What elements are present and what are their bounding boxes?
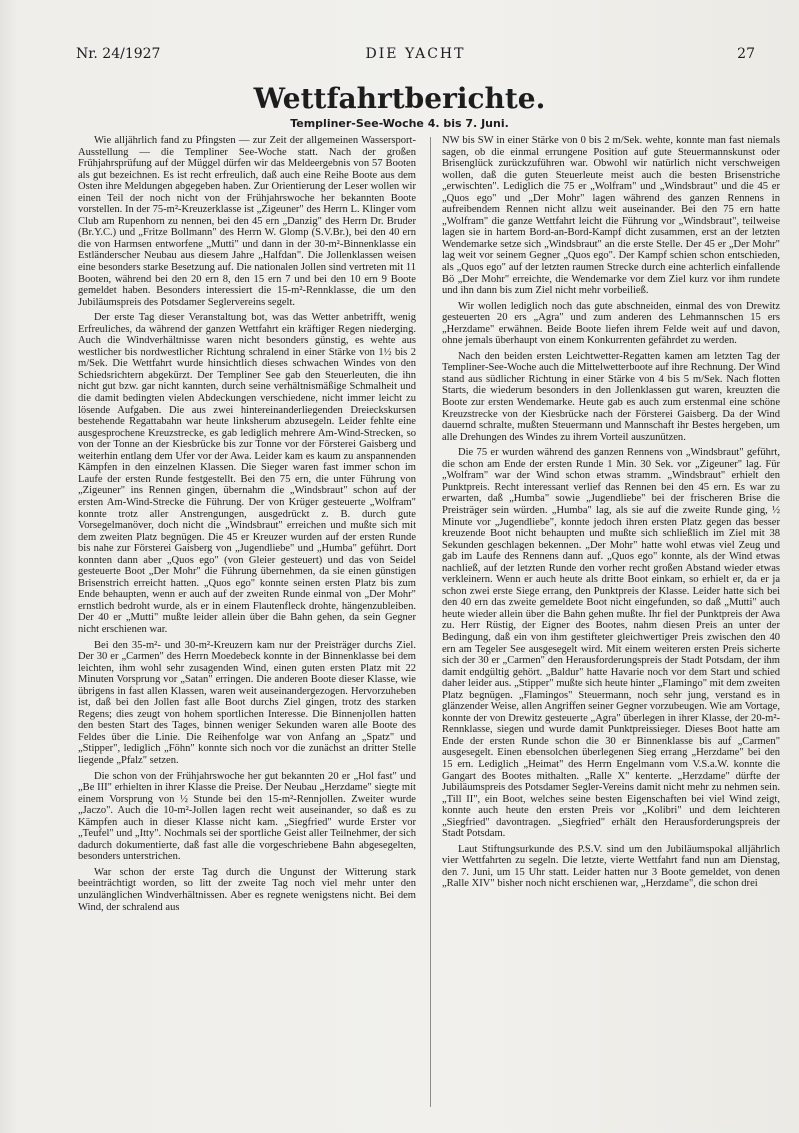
paragraph: Nach den beiden ersten Leichtwetter-Regatten kamen am letzten Tag der Templiner-See-Woche auch die Mittelwetterboote auf ihre Rechnung. Der Wind stand aus südlicher Richtung in einer Stärke von 4 bis 5 m/Sek. Nach flotten Starts, die wiederum besonders in den Jollenklassen gut waren, kreuzten die Boote zur ersten Wendemarke. Heute gab es auch zum erstenmal eine schöne Kreuzstrecke von der Kiesbrücke nach der Försterei Gaisberg. Da der Wind dauernd schralte, mußten Steuermann und Mannschaft ihr Bestes hergeben, um alle Drehungen des Windes zu ihrem Vorteil auszunützen. [442, 350, 780, 443]
left-column [78, 135, 416, 913]
article-title: Wettfahrtberichte. [253, 82, 546, 115]
issue-number: Nr. 24/1927 [76, 46, 161, 62]
page-number: 27 [737, 46, 755, 62]
paragraph: NW bis SW in einer Stärke von 0 bis 2 m/Sek. wehte, konnte man fast niemals sagen, ob die einmal errungene Position auf gute Steuermannskunst oder Brisenglück zurückzuführen war. Obwohl wir natürlich nicht verschweigen wollen, daß die guten Steuerleute meist auch die besten Brisenstriche „erwischten". Lediglich die 75 er „Wolfram" und „Windsbraut" und die 45 er „Quos ego" und „Der Mohr" lagen während des ganzen Rennens in aufreibendem Rennen nicht allzu weit auseinander. Bei den 75 ern hatte „Wolfram" die ganze Wettfahrt leicht die Führung vor „Windsbraut", teilweise lagen sie in hartem Bord-an-Bord-Kampf dicht zusammen, erst an der letzten Wendemarke setze sich „Windsbraut" an die erste Stelle. Der 45 er „Der Mohr" lag weit vor seinem Gegner „Quos ego". Der Kampf schien schon entschieden, als „Quos ego" auf der letzten raumen Strecke durch eine achterlich einfallende Bö „Der Mohr" erreichte, die Wendemarke vor dem Ziel kurz vor ihm rundete und ihn dann bis zum Ziel nicht mehr vorbeiließ. [442, 135, 780, 297]
paragraph: War schon der erste Tag durch die Ungunst der Witterung stark beeinträchtigt worden, so litt der zweite Tag noch viel mehr unter den unzulänglichen Windverhältnissen. Aber es regnete wenigstens nicht. Bei dem Wind, der schralend aus [78, 866, 416, 913]
column-divider [430, 137, 431, 1107]
paragraph: Die 75 er wurden während des ganzen Rennens von „Windsbraut" geführt, die schon am Ende der ersten Runde 1 Min. 30 Sek. vor „Zigeuner" lag. Für „Wolfram" war der Wind schon etwas stramm. „Windsbraut" erhielt den Punktpreis. Recht interessant verlief das Rennen bei den 45 ern. Es war zu erwarten, daß „Humba" sowie „Jugendliebe" bei der frischeren Brise die Preisträger sein würden. „Humba" lag, als sie auf die zweite Runde ging, ½ Minute vor „Jugendliebe", konnte jedoch ihren ersten Platz gegen das besser kreuzende Boot nicht behaupten und mußte sich schließlich im Ziel mit 38 Sekunden geschlagen bekennen. „Der Mohr" hatte wohl etwas viel Zeug und gab im Laufe des Rennens dann auf. „Quos ego" konnte, als der Wind etwas nachließ, auf der letzten Runde den vorher recht großen Abstand wieder etwas verkleinern. Wenn er auch heute als dritte Boot einkam, so erhielt er, da er ja schon zwei erste Siege errang, den Punktpreis der Klasse. Leider hatte sich bei den 40 ern das zweite gemeldete Boot nicht eingefunden, so daß „Mutti" auch heute wieder allein über die Bahn gehen mußte. Ihr fiel der Punktpreis der Awa zu. Herr Rüstig, der Eigner des Bootes, nahm diesen Preis an unter der Bedingung, daß ein von ihm gestifteter gleichwertiger Preis zwischen den 40 ern am Tegeler See ausgesegelt wird. Mit einem weiteren ersten Preis sicherte sich der 30 er „Carmen" den Herausforderungspreis der Stadt Potsdam, der ihm damit endgültig gehört. „Baldur" hatte Havarie noch vor dem Start und schied daher leider aus. „Stipper" mußte sich heute hinter „Flamingo" mit dem zweiten Platz begnügen. „Flamingos" Steuermann, noch sehr jung, verstand es in glänzender Weise, allen Angriffen seiner Gegner vorzubeugen. Wie am Vortage, konnte der von Drewitz gesteuerte „Agra" überlegen in ihrer Klasse, der 20-m²-Rennklasse, siegen und wurde damit Punktpreissieger. Dieses Boot hatte am Ende der ersten Runde schon die 30 er Binnenklasse bis auf „Carmen" ausgesegelt. Einen ebensolchen überlegenen Sieg errang „Herzdame" bei den 15 ern. Lediglich „Heimat" des Herrn Engelmann vom V.S.a.W. konnte die Gangart des Bootes mithalten. „Ralle X" kenterte. „Herzdame" dürfte der Jubiläumspreis des Potsdamer Segler-Vereins damit nicht mehr zu nehmen sein. „Till II", ein Boot, welches seine besten Eigenschaften bei viel Wind zeigt, konnte auch heute den ersten Preis vor „Kolibri" und dem leichteren „Siegfried" davontragen. „Siegfried" erhält den Herausforderungspreis der Stadt Potsdam. [442, 447, 780, 840]
paragraph: Die schon von der Frühjahrswoche her gut bekannten 20 er „Hol fast" und „Be III" erhielten in ihrer Klasse die Preise. Der Neubau „Herzdame" siegte mit einem Vorsprung von ½ Stunde bei den 15-m²-Rennjollen. Zweiter wurde „Jaczo". Auch die 10-m²-Jollen lagen recht weit auseinander, so daß es zu Kämpfen auch in dieser Klasse nicht kam. „Siegfried" wurde Erster vor „Teufel" und „Itty". Nochmals sei der sportliche Geist aller Teilnehmer, der sich dadurch dokumentierte, daß fast alle die vorgeschriebene Bahn abgesegelten, besonders unterstrichen. [78, 770, 416, 863]
paragraph: Laut Stiftungsurkunde des P.S.V. sind um den Jubiläumspokal alljährlich vier Wettfahrten zu segeln. Die letzte, vierte Wettfahrt fand nun am Dienstag, den 7. Juni, um 15 Uhr statt. Leider hatten nur 3 Boote gemeldet, von denen „Ralle XIV" bisher noch nicht erschienen war, „Herzdame", die schon drei [442, 843, 780, 890]
magazine-name: DIE YACHT [365, 46, 466, 62]
paragraph: Bei den 35-m²- und 30-m²-Kreuzern kam nur der Preisträger durchs Ziel. Der 30 er „Carmen" des Herrn Moedebeck konnte in der Binnenklasse bei dem leichten, ihm wohl sehr zusagenden Wind, einen guten ersten Platz mit 22 Minuten Vorsprung vor „Satan" erringen. Die anderen Boote dieser Klasse, wie übrigens in fast allen Klassen, waren weit auseinandergezogen. Hervorzuheben ist, daß bei den Jollen fast alle Boot durchs Ziel gingen, trotz des starken Regens; dies zeugt von hohem sportlichen Interesse. Die Binnenjollen hatten den besten Start des Tages, binnen weniger Sekunden waren alle Boote des Feldes über die Linie. Die Reihenfolge war von Anfang an „Spatz" und „Stipper", lediglich „Föhn" konnte sich noch vor die zunächst an dritter Stelle liegende „Pfalz" setzen. [78, 639, 416, 766]
paragraph: Der erste Tag dieser Veranstaltung bot, was das Wetter anbetrifft, wenig Erfreuliches, da während der ganzen Wettfahrt ein kräftiger Regen niederging. Auch die Windverhältnisse waren nicht besonders günstig, es wehte aus westlicher bis nordwestlicher Richtung schralend in einer Stärke von 1½ bis 2 m/Sek. Die Wettfahrt wurde hinsichtlich dieses schwachen Windes von den Schiedsrichtern abgekürzt. Der Templiner See gab den Steuerleuten, die ihn nicht gut bzw. gar nicht kannten, durch seine verhältnismäßige Schmalheit und die damit bedingten vielen Abdeckungen verschiedene, nicht immer leicht zu lösende Aufgaben. Die aus zwei hintereinanderliegenden Dreieckskursen bestehende Regattabahn war heute linksherum abzusegeln. Leider fehlte eine ausgesprochene Kreuzstrecke, es gab lediglich mehrere Am-Wind-Strecken, so von der Tonne an der Kiesbrücke bis zur Tonne vor der Försterei Gaisberg und weiterhin entlang dem Ufer vor der Awa. Leider kam es kaum zu anspannenden Kämpfen in den einzelnen Klassen. Die Sieger waren fast immer schon im Laufe der ersten Runde festgestellt. Bei den 75 ern, die unter Führung von „Zigeuner" ins Rennen gingen, übernahm die „Windsbraut" schon auf der ersten Am-Wind-Strecke die Führung. Der von Krüger gesteuerte „Wolfram" konnte trotz aller Anstrengungen, ausgedrückt z. B. durch gute Vorsegelmanöver, doch nicht die „Windsbraut" erreichen und mußte sich mit dem zweiten Platz begnügen. Die 45 er Kreuzer wurden auf der ersten Runde bis nahe zur Försterei Gaisberg von „Jugendliebe" und „Humba" geführt. Dort konnten dann aber „Quos ego" (von Gleier gesteuert) und das von Seidel gesteuerte Boot „Der Mohr" die Führung übernehmen, da sie einen günstigen Brisenstrich erreicht hatten. „Quos ego" konnte seinen ersten Platz bis zum Ende behaupten, wenn er auch auf der zweiten Runde einmal von „Der Mohr" ernstlich bedroht wurde, als er in einem Flautenfleck drohte, hängenzubleiben. Der 40 er „Mutti" mußte leider allein über die Bahn gehen, da sein Gegner nicht erschienen war. [78, 312, 416, 635]
right-column [442, 135, 780, 890]
page-header [76, 46, 755, 68]
paragraph: Wie alljährlich fand zu Pfingsten — zur Zeit der allgemeinen Wassersport-Ausstellung — die Templiner See-Woche statt. Nach der großen Frühjahrsprüfung auf der Müggel dürfen wir das Meldeergebnis von 57 Booten als gut bezeichnen. Es ist recht erfreulich, daß auch eine Reihe Boote aus dem Osten ihre Meldungen abgegeben haben. Zur Orientierung der Leser wollen wir einen Teil der noch nicht von der Frühjahrswoche her bekannten Boote vorstellen. In der 75-m²-Kreuzerklasse ist „Zigeuner" des Herrn L. Klinger vom Club am Rupenhorn zu nennen, bei den 45 ern „Danzig" des Herrn Dr. Bruder (Br.Y.C.) und „Fritze Bollmann" des Herrn W. Glomp (S.V.Br.), bei den 40 ern die von Harmsen entworfene „Mutti" und dann in der 30-m²-Binnenklasse ein Estländerscher Neubau aus diesem Jahre „Halfdan". Die Jollenklassen weisen eine besonders starke Besetzung auf. Die nationalen Jollen sind vertreten mit 11 Booten, während bei den 20 ern 8, den 15 ern 7 und bei den 10 ern 9 Boote gemeldet haben. Besonders interessiert die 15-m²-Rennklasse, die um den Jubiläumspreis des Potsdamer Seglervereins segelt. [78, 135, 416, 308]
article-subtitle: Templiner-See-Woche 4. bis 7. Juni. [290, 117, 509, 130]
paragraph: Wir wollen lediglich noch das gute abschneiden, einmal des von Drewitz gesteuerten 20 ers „Agra" und zum anderen des Lehmannschen 15 ers „Herzdame" erwähnen. Beide Boote liefen ihrem Felde weit auf und davon, ohne jemals überhaupt von einem Konkurrenten gefährdet zu werden. [442, 300, 780, 347]
